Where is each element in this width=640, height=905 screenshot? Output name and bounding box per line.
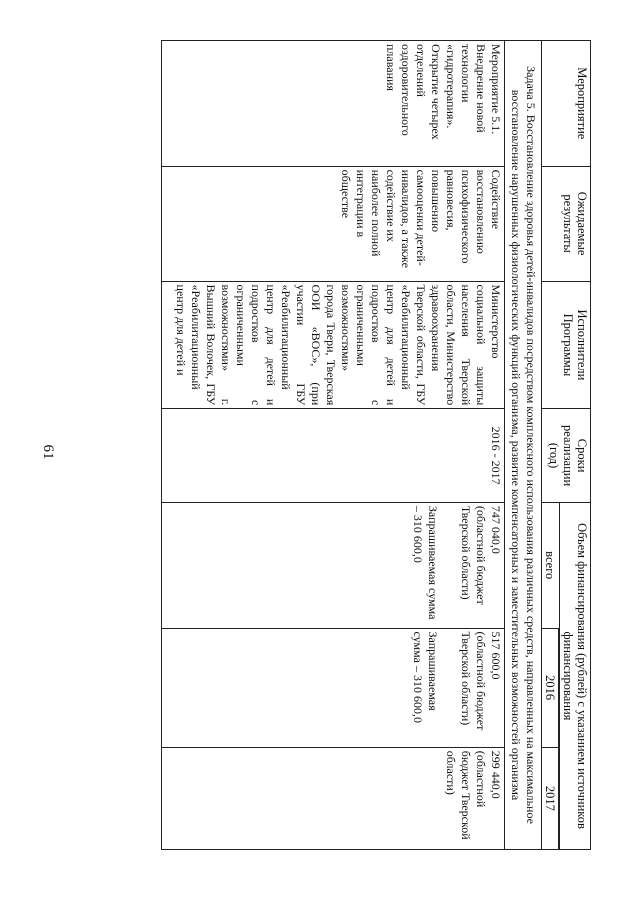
header-year-2017: 2017	[542, 747, 559, 849]
header-year-2016: 2016	[542, 628, 559, 747]
header-terms: Сроки реализации (год)	[542, 409, 591, 503]
header-funding-years-spacer	[559, 628, 560, 849]
total-source: (областной бюджет Тверской области)	[459, 505, 488, 605]
table-row	[162, 41, 505, 850]
header-row	[560, 41, 591, 850]
total-requested: Запрашиваемая сумма – 310 600,0	[411, 505, 440, 620]
header-results: Ожидаемые результаты	[542, 166, 591, 281]
terms-cell: 2016 - 2017	[162, 409, 505, 503]
y2016-source: (областной бюджет Тверской области)	[459, 631, 488, 731]
page-number: 61	[40, 444, 56, 460]
funding-2016-cell	[162, 628, 505, 747]
program-table	[161, 40, 591, 850]
y2017-source: (областной бюджет Тверской области)	[444, 750, 488, 840]
activity-cell: Мероприятие 5.1. Внедрение новой технологии «гидротерапия». Открытие четырех отделений оздоровительного плавания	[162, 41, 505, 167]
funding-total-cell	[162, 502, 505, 628]
header-executors: Исполнители Программы	[542, 281, 591, 409]
spacer	[440, 632, 458, 744]
y2016-amount: 517 600,0	[489, 631, 503, 680]
total-amount: 747 040,0	[489, 505, 503, 554]
funding-2017-cell	[162, 747, 505, 849]
header-funding-total: всего	[542, 502, 560, 628]
executors-cell: Министерство социальной защиты населения Тверской области, Министерство здравоохранения Тверской области, ГБУ «Реабилитационный центр для детей и подростков с ограниченными возможностями» города Твери, Тверская ООИ «ВОС», (при участии ГБУ «Реабилитационный центр для детей и подростков с ограниченными возможностями» г. Вышний Волочек, ГБУ «Реабилитационный центр для детей и	[162, 281, 505, 409]
task-row	[505, 41, 542, 850]
spacer	[440, 506, 458, 625]
header-funding: Объем финансирования (рублей) с указанием источников финансирования	[560, 502, 591, 849]
header-activity: Мероприятие	[542, 41, 591, 167]
results-cell: Содействие восстановлению психофизического равновесия, повышению самооценки детей-инвалидов, а также содействие их наиболее полной интеграции в обществе	[162, 166, 505, 281]
y2017-amount: 299 440,0	[489, 750, 503, 799]
task-5-title: Задача 5. Восстановление здоровья детей-инвалидов посредством комплексного использования различных средств, направленных на максимальное восстановление нарушенных физиологических функций организма, развитие компенсаторных и заместительных возможностей организма	[505, 41, 542, 850]
y2016-requested: Запрашиваемая сумма – 310 600,0	[411, 631, 440, 723]
program-table-sheet	[88, 40, 591, 850]
